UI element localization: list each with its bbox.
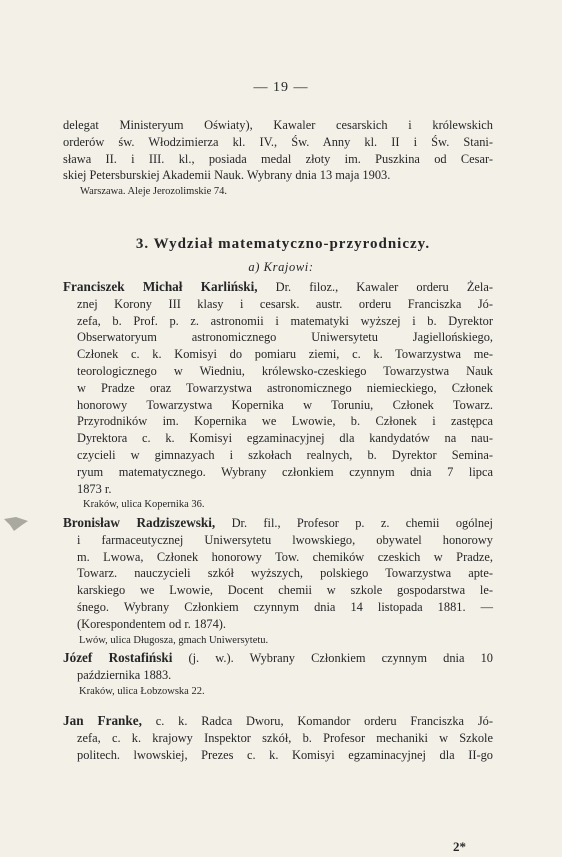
text-line: Członek c. k. Komisyi do pomiaru ziemi, c. k. Towarzystwa me-	[77, 347, 493, 362]
text-line: teorologicznego w Wiedniu, królewsko-czeskiego Towarzystwa Nauk	[77, 363, 493, 378]
text-line: skiej Petersburskiej Akademii Nauk. Wybrany dnia 13 maja 1903.	[63, 168, 391, 183]
signature-mark: 2*	[453, 839, 466, 854]
member-entry	[63, 279, 493, 512]
text-line: w Pradze oraz Towarzystwa astronomicznego niemieckiego, Członek	[77, 380, 493, 395]
entry-body	[63, 296, 493, 513]
text-line: politech. lwowskiej, Prezes c. k. Komisyi egzaminacyjnej dla II-go	[77, 747, 493, 762]
text-line: Dyrektora c. k. Komisyi egzaminacyjnej dla kandydatów na nau-	[77, 431, 493, 446]
member-name: Jan Franke,	[63, 713, 142, 728]
section-heading: 3. Wydział matematyczno-przyrodniczy.	[135, 236, 431, 252]
text-line: i farmaceutycznej Uniwersytetu lwowskiego, obywatel honorowy	[77, 532, 493, 547]
member-name: Franciszek Michał Karliński,	[63, 279, 258, 294]
text-line: m. Lwowa, Członek honorowy Tow. chemików czeskich w Pradze,	[77, 549, 493, 564]
text-line: karskiego we Lwowie, Docent chemii w szkole gospodarstwa le-	[77, 583, 493, 598]
intro-paragraph	[63, 117, 493, 199]
entry-body	[63, 730, 493, 764]
subheading: a) Krajowi:	[248, 260, 314, 274]
page-number: — 19 —	[253, 80, 309, 95]
member-description: c. k. Radca Dworu, Komandor orderu Franciszka Jó-	[155, 714, 493, 728]
text-line: ryum matematycznego. Wybrany członkiem czynnym dnia 7 lipca	[77, 464, 493, 479]
text-line: zefa, b. Prof. p. z. astronomii i matematyki wyższej i b. Dyrektor	[77, 313, 493, 328]
entry-body	[63, 667, 493, 699]
entry-body	[63, 532, 493, 648]
text-line: honorowy Towarzystwa Kopernika w Toruniu, Członek Towarz.	[77, 397, 493, 412]
text-line: 1873 r.	[77, 481, 112, 496]
address: Warszawa. Aleje Jerozolimskie 74.	[80, 186, 227, 198]
member-entry	[63, 713, 493, 763]
member-name: Józef Rostafiński	[63, 650, 173, 665]
text-line: Towarz. nauczycieli szkół wyższych, polskiego Towarzystwa apte-	[77, 566, 493, 581]
address: Kraków, ulica Kopernika 36.	[83, 499, 205, 511]
text-line: czycieli w gimnazyach i szkołach realnych, b. Dyrektor Semina-	[77, 447, 493, 462]
text-line: Obserwatoryum astronomicznego Uniwersytetu Jagiellońskiego,	[77, 330, 493, 345]
text-line	[63, 650, 493, 667]
text-line: sława II. i III. kl., posiada medal złoty im. Puszkina od Cesar-	[63, 151, 493, 166]
text-line	[63, 515, 493, 532]
text-line	[63, 713, 493, 730]
text-line: (Korespondentem od r. 1874).	[77, 616, 227, 631]
text-line: Przyrodników im. Kopernika we Lwowie, b. Członek i zastępca	[77, 414, 493, 429]
text-line: delegat Ministeryum Oświaty), Kawaler cesarskich i królewskich	[63, 118, 493, 132]
text-line: października 1883.	[77, 667, 172, 682]
member-description: Dr. filoz., Kawaler orderu Żela-	[275, 280, 493, 294]
address: Kraków, ulica Łobzowska 22.	[79, 685, 205, 697]
ink-mark-icon	[2, 513, 32, 535]
address: Lwów, ulica Długosza, gmach Uniwersytetu.	[79, 634, 269, 646]
text-line: orderów św. Włodzimierza kl. IV., Św. Anny kl. II i Św. Stani-	[63, 134, 493, 149]
text-line: znej Korony III klasy i cesarsk. austr. orderu Franciszka Jó-	[77, 296, 493, 311]
member-entry	[63, 515, 493, 648]
text-line: śnego. Wybrany Członkiem czynnym dnia 14 listopada 1881. —	[77, 599, 493, 614]
member-description: Dr. fil., Profesor p. z. chemii ogólnej	[231, 516, 493, 530]
text-line	[63, 279, 493, 296]
text-line: zefa, c. k. krajowy Inspektor szkół, b. Profesor mechaniki w Szkole	[77, 730, 493, 745]
member-description: (j. w.). Wybrany Członkiem czynnym dnia 10	[188, 651, 493, 665]
member-name: Bronisław Radziszewski,	[63, 515, 216, 530]
member-entry	[63, 650, 493, 699]
